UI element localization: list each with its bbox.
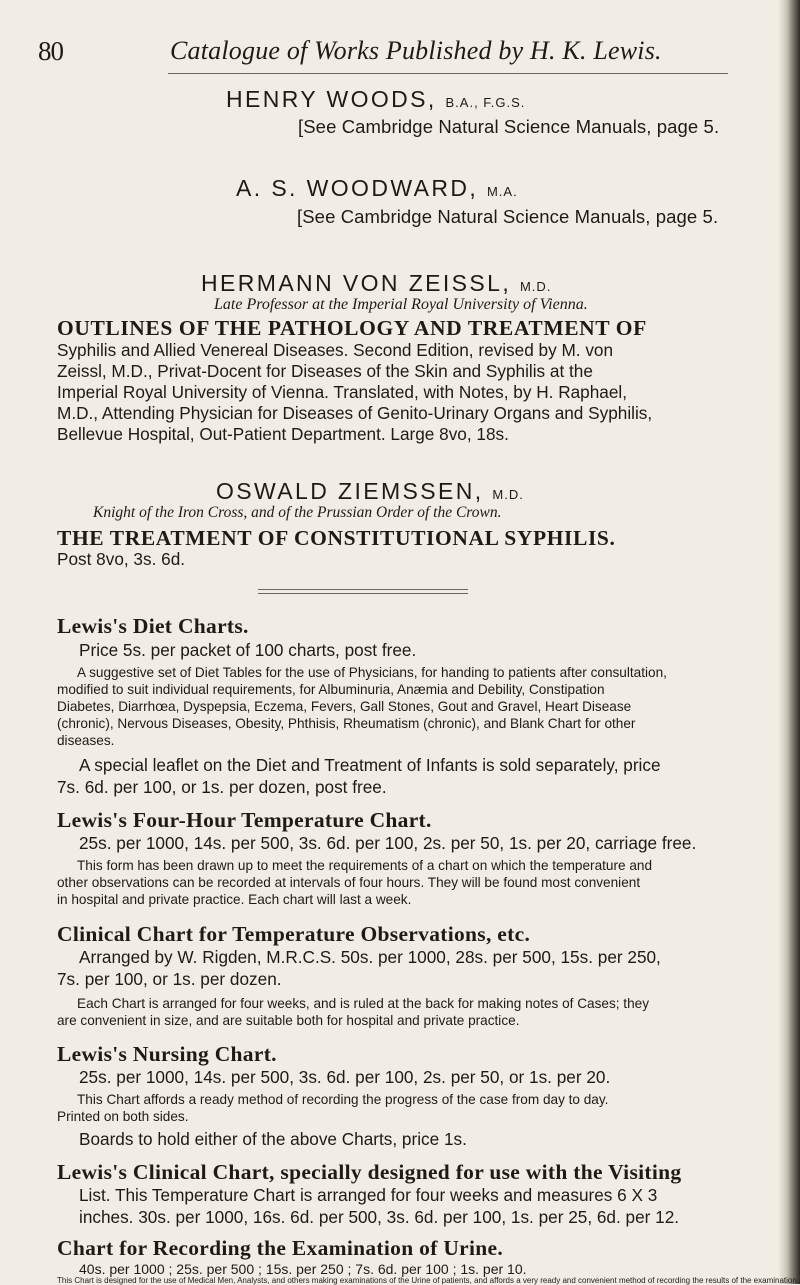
price-line: 25s. per 1000, 14s. per 500, 3s. 6d. per 100, 2s. per 50, or 1s. per 20. bbox=[79, 1067, 611, 1087]
description-line: Zeissl, M.D., Privat-Docent for Diseases of the Skin and Syphilis at the bbox=[57, 361, 593, 381]
description-line: are convenient in size, and are suitable both for hospital and private practice. bbox=[57, 1013, 520, 1028]
reference-woodward: [See Cambridge Natural Science Manuals, page 5. bbox=[297, 206, 719, 227]
description-line: List. This Temperature Chart is arranged for four weeks and measures 6 X 3 bbox=[79, 1185, 658, 1205]
section-divider bbox=[258, 589, 468, 590]
description-line: A suggestive set of Diet Tables for the use of Physicians, for handing to patients after consultation, bbox=[77, 665, 667, 680]
description-line: This Chart is designed for the use of Medical Men, Analysts, and others making examinations of the Urine of patients, and affords a very ready and convenient method of recording the results of the examination. bbox=[57, 1276, 800, 1285]
description-line: Bellevue Hospital, Out-Patient Department. Large 8vo, 18s. bbox=[57, 424, 509, 444]
author-name: HERMANN VON ZEISSL, bbox=[201, 270, 512, 296]
leaflet-line: A special leaflet on the Diet and Treatment of Infants is sold separately, price bbox=[79, 755, 661, 775]
description-line: Imperial Royal University of Vienna. Translated, with Notes, by H. Raphael, bbox=[57, 382, 627, 402]
author-name: OSWALD ZIEMSSEN, bbox=[216, 478, 484, 504]
description-line: in hospital and private practice. Each chart will last a week. bbox=[57, 892, 412, 907]
section-divider bbox=[258, 593, 468, 594]
book-title-zeissl: OUTLINES OF THE PATHOLOGY AND TREATMENT OF bbox=[57, 316, 647, 340]
reference-woods: [See Cambridge Natural Science Manuals, page 5. bbox=[298, 116, 720, 137]
description-line: inches. 30s. per 1000, 16s. 6d. per 500, 3s. 6d. per 100, 1s. per 25, 6d. per 12. bbox=[79, 1207, 680, 1227]
description-line: Printed on both sides. bbox=[57, 1109, 189, 1124]
heading-clinical-chart: Clinical Chart for Temperature Observations, etc. bbox=[57, 922, 531, 946]
author-woods bbox=[226, 86, 525, 113]
description-line: This Chart affords a ready method of recording the progress of the case from day to day. bbox=[77, 1092, 609, 1107]
price-line: 25s. per 1000, 14s. per 500, 3s. 6d. per 100, 2s. per 50, 1s. per 20, carriage free. bbox=[79, 833, 697, 853]
description-line: diseases. bbox=[57, 733, 115, 748]
book-price: Post 8vo, 3s. 6d. bbox=[57, 549, 186, 569]
description-line: modified to suit individual requirements, for Albuminuria, Anæmia and Debility, Constipation bbox=[57, 682, 605, 697]
price-line: Price 5s. per packet of 100 charts, post free. bbox=[79, 640, 417, 660]
header-rule bbox=[168, 73, 728, 74]
description-line: Each Chart is arranged for four weeks, and is ruled at the back for making notes of Cases; they bbox=[77, 996, 649, 1011]
description-line: (chronic), Nervous Diseases, Obesity, Phthisis, Rheumatism (chronic), and Blank Chart for other bbox=[57, 716, 636, 731]
leaflet-line: 7s. 6d. per 100, or 1s. per dozen, post free. bbox=[57, 777, 387, 797]
author-ziemssen bbox=[216, 478, 524, 505]
author-degrees: B.A., F.G.S. bbox=[445, 95, 526, 110]
subtitle-zeissl: Late Professor at the Imperial Royal University of Vienna. bbox=[214, 296, 588, 313]
subtitle-ziemssen: Knight of the Iron Cross, and of the Prussian Order of the Crown. bbox=[93, 504, 502, 521]
description-line: This form has been drawn up to meet the requirements of a chart on which the temperature and bbox=[77, 858, 653, 873]
boards-line: Boards to hold either of the above Charts, price 1s. bbox=[79, 1129, 467, 1149]
description-line: other observations can be recorded at intervals of four hours. They will be found most convenient bbox=[57, 875, 641, 890]
book-title-ziemssen: THE TREATMENT OF CONSTITUTIONAL SYPHILIS. bbox=[57, 526, 616, 550]
author-zeissl bbox=[201, 270, 551, 297]
description-line: M.D., Attending Physician for Diseases of Genito-Urinary Organs and Syphilis, bbox=[57, 403, 653, 423]
heading-four-hour-chart: Lewis's Four-Hour Temperature Chart. bbox=[57, 808, 432, 832]
author-woodward bbox=[236, 175, 518, 202]
author-name: HENRY WOODS, bbox=[226, 86, 437, 112]
author-degrees: M.D. bbox=[519, 279, 552, 294]
heading-diet-charts: Lewis's Diet Charts. bbox=[57, 614, 249, 638]
heading-nursing-chart: Lewis's Nursing Chart. bbox=[57, 1042, 277, 1066]
running-title: Catalogue of Works Published by H. K. Lewis. bbox=[170, 36, 662, 65]
page-number: 80 bbox=[38, 36, 63, 66]
author-degrees: M.D. bbox=[492, 487, 524, 502]
heading-urine-chart: Chart for Recording the Examination of Urine. bbox=[57, 1236, 504, 1260]
description-line: 7s. per 100, or 1s. per dozen. bbox=[57, 969, 282, 989]
author-degrees: M.A. bbox=[486, 184, 518, 199]
heading-visiting-chart: Lewis's Clinical Chart, specially designed for use with the Visiting bbox=[57, 1160, 682, 1184]
author-name: A. S. WOODWARD, bbox=[236, 175, 479, 201]
description-line: Arranged by W. Rigden, M.R.C.S. 50s. per 1000, 28s. per 500, 15s. per 250, bbox=[79, 947, 661, 967]
description-line: Syphilis and Allied Venereal Diseases. Second Edition, revised by M. von bbox=[57, 340, 614, 360]
price-line: 40s. per 1000 ; 25s. per 500 ; 15s. per 250 ; 7s. 6d. per 100 ; 1s. per 10. bbox=[79, 1261, 527, 1277]
description-line: Diabetes, Diarrhœa, Dyspepsia, Eczema, Fevers, Gall Stones, Gout and Gravel, Heart Disease bbox=[57, 699, 632, 714]
book-page-edge bbox=[778, 0, 800, 1284]
